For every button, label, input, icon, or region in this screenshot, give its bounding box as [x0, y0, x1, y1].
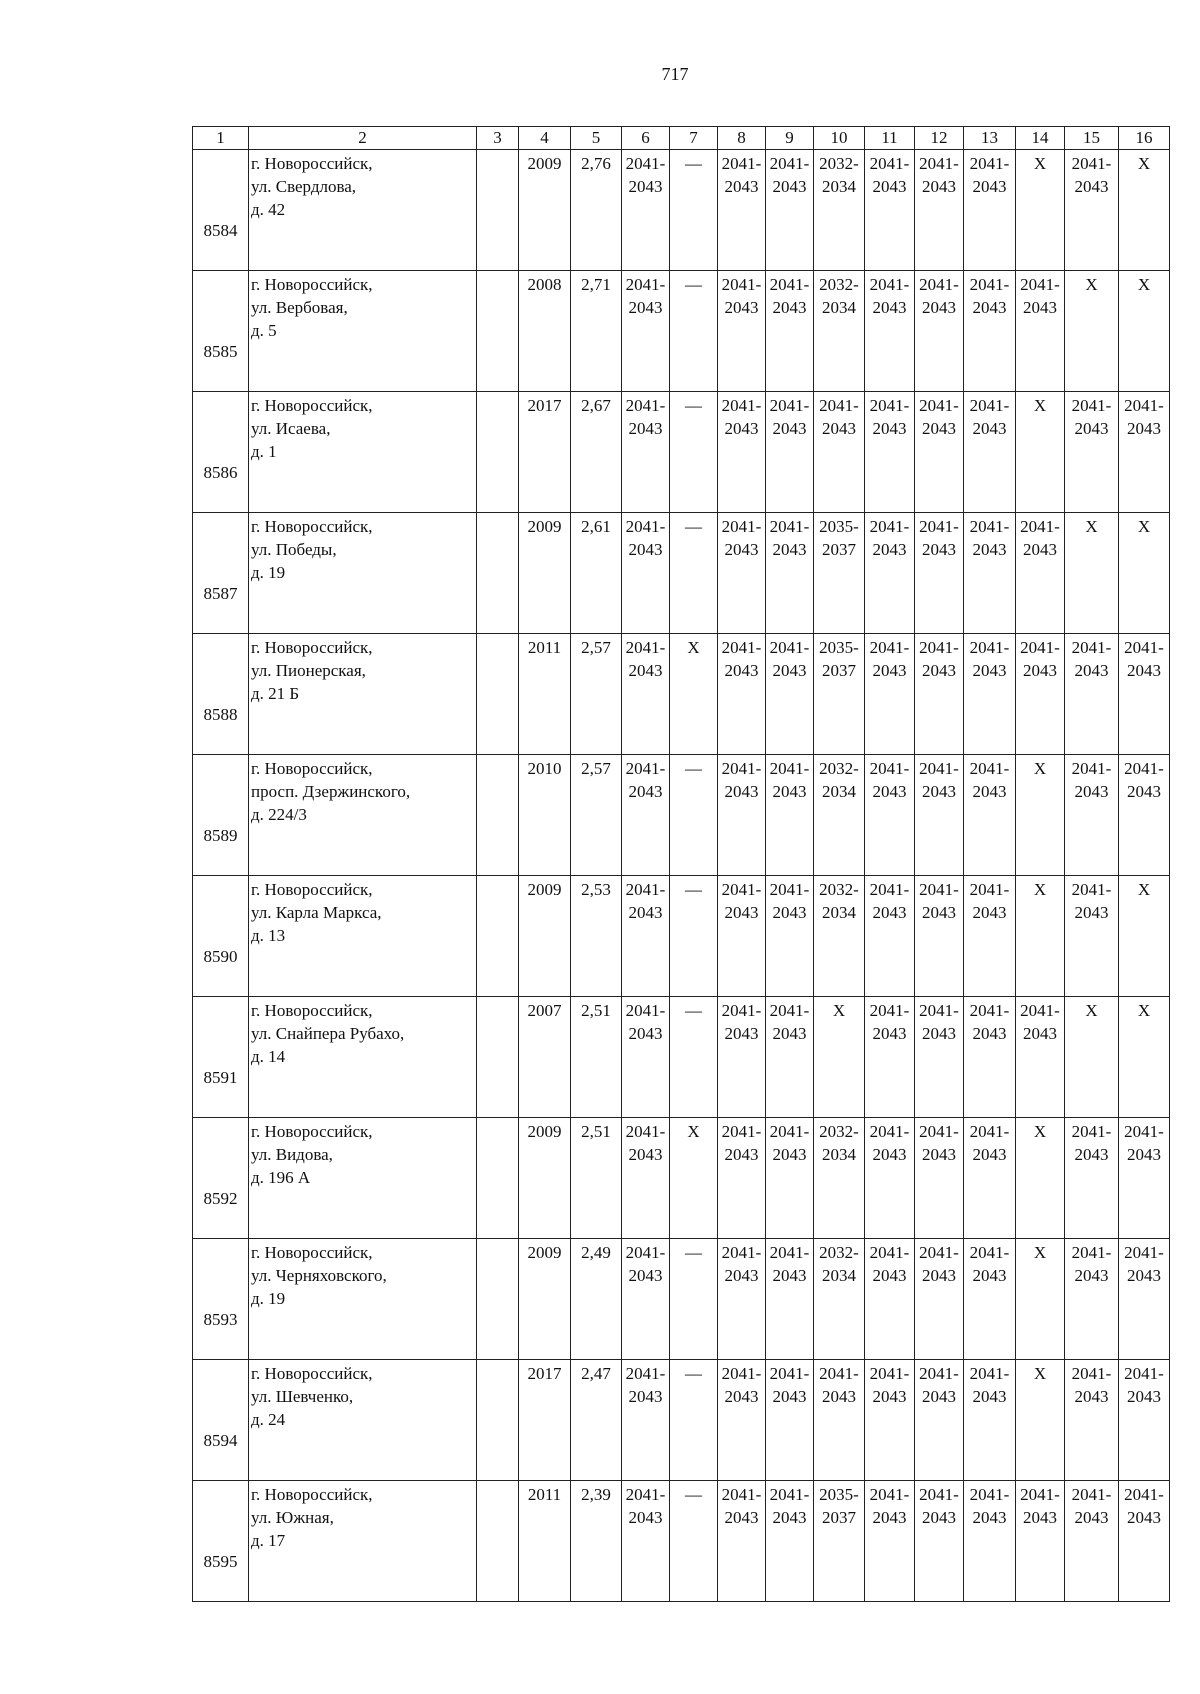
cell-col-10: 2035-2037	[814, 634, 865, 755]
cell-col-7: X	[670, 634, 718, 755]
address-line: г. Новороссийск,	[251, 396, 373, 415]
cell-col-11: 2041-2043	[865, 755, 915, 876]
cell-col-6: 2041-2043	[622, 1481, 670, 1602]
address-cell	[249, 1239, 477, 1360]
col-header: 12	[915, 127, 964, 150]
address-cell	[249, 513, 477, 634]
header-row	[193, 127, 1170, 150]
address-line: д. 5	[251, 321, 277, 340]
cell-col-16: 2041-2043	[1119, 392, 1170, 513]
cell-col-12: 2041-2043	[915, 1481, 964, 1602]
address-line: ул. Свердлова,	[251, 177, 357, 196]
cell-col-16: 2041-2043	[1119, 1118, 1170, 1239]
cell-col-3	[477, 271, 519, 392]
cell-col-16: 2041-2043	[1119, 1360, 1170, 1481]
cell-col-14: 2041-2043	[1016, 634, 1065, 755]
cell-col-13: 2041-2043	[964, 271, 1016, 392]
address-line: д. 224/3	[251, 805, 307, 824]
address-line: г. Новороссийск,	[251, 1485, 373, 1504]
row-number: 8595	[193, 1481, 249, 1602]
cell-col-4: 2017	[519, 1360, 571, 1481]
cell-col-9: 2041-2043	[766, 271, 814, 392]
address-cell	[249, 1360, 477, 1481]
cell-col-15: 2041-2043	[1065, 1239, 1119, 1360]
cell-col-11: 2041-2043	[865, 271, 915, 392]
cell-col-13: 2041-2043	[964, 513, 1016, 634]
cell-col-10: 2035-2037	[814, 513, 865, 634]
cell-col-4: 2011	[519, 634, 571, 755]
cell-col-15: 2041-2043	[1065, 1118, 1119, 1239]
cell-col-16: X	[1119, 997, 1170, 1118]
cell-col-16: X	[1119, 513, 1170, 634]
cell-col-12: 2041-2043	[915, 634, 964, 755]
address-line: г. Новороссийск,	[251, 154, 373, 173]
cell-col-7: —	[670, 1360, 718, 1481]
cell-col-13: 2041-2043	[964, 392, 1016, 513]
cell-col-15: 2041-2043	[1065, 392, 1119, 513]
cell-col-12: 2041-2043	[915, 876, 964, 997]
register-table	[192, 126, 1170, 1602]
cell-col-3	[477, 513, 519, 634]
address-line: ул. Шевченко,	[251, 1387, 354, 1406]
address-line: ул. Снайпера Рубахо,	[251, 1024, 405, 1043]
cell-col-6: 2041-2043	[622, 876, 670, 997]
cell-col-10: 2032-2034	[814, 876, 865, 997]
cell-col-14: X	[1016, 755, 1065, 876]
cell-col-8: 2041-2043	[718, 1239, 766, 1360]
cell-col-4: 2009	[519, 876, 571, 997]
cell-col-12: 2041-2043	[915, 755, 964, 876]
cell-col-6: 2041-2043	[622, 1118, 670, 1239]
row-number: 8585	[193, 271, 249, 392]
address-cell	[249, 1481, 477, 1602]
cell-col-11: 2041-2043	[865, 1239, 915, 1360]
cell-col-11: 2041-2043	[865, 1360, 915, 1481]
cell-col-4: 2009	[519, 150, 571, 271]
cell-col-9: 2041-2043	[766, 755, 814, 876]
address-line: ул. Южная,	[251, 1508, 334, 1527]
cell-col-15: 2041-2043	[1065, 1481, 1119, 1602]
row-number: 8592	[193, 1118, 249, 1239]
address-line: д. 14	[251, 1047, 286, 1066]
address-cell	[249, 1118, 477, 1239]
cell-col-13: 2041-2043	[964, 1360, 1016, 1481]
row-number: 8593	[193, 1239, 249, 1360]
cell-col-14: X	[1016, 876, 1065, 997]
cell-col-3	[477, 1481, 519, 1602]
cell-col-10: 2032-2034	[814, 150, 865, 271]
cell-col-7: X	[670, 1118, 718, 1239]
address-line: г. Новороссийск,	[251, 1243, 373, 1262]
cell-col-15: 2041-2043	[1065, 634, 1119, 755]
cell-col-8: 2041-2043	[718, 997, 766, 1118]
cell-col-9: 2041-2043	[766, 634, 814, 755]
cell-col-5: 2,51	[571, 997, 622, 1118]
row-number: 8591	[193, 997, 249, 1118]
cell-col-5: 2,39	[571, 1481, 622, 1602]
col-header: 2	[249, 127, 477, 150]
cell-col-12: 2041-2043	[915, 392, 964, 513]
cell-col-11: 2041-2043	[865, 392, 915, 513]
col-header: 11	[865, 127, 915, 150]
address-cell	[249, 392, 477, 513]
table-row	[193, 392, 1170, 513]
cell-col-4: 2010	[519, 755, 571, 876]
cell-col-10: 2032-2034	[814, 1118, 865, 1239]
cell-col-6: 2041-2043	[622, 755, 670, 876]
col-header: 7	[670, 127, 718, 150]
cell-col-7: —	[670, 150, 718, 271]
table-row	[193, 1118, 1170, 1239]
cell-col-15: X	[1065, 997, 1119, 1118]
col-header: 4	[519, 127, 571, 150]
cell-col-14: X	[1016, 1118, 1065, 1239]
row-number: 8586	[193, 392, 249, 513]
cell-col-6: 2041-2043	[622, 392, 670, 513]
cell-col-8: 2041-2043	[718, 1360, 766, 1481]
col-header: 15	[1065, 127, 1119, 150]
cell-col-16: 2041-2043	[1119, 1239, 1170, 1360]
cell-col-8: 2041-2043	[718, 1118, 766, 1239]
cell-col-9: 2041-2043	[766, 1239, 814, 1360]
cell-col-5: 2,57	[571, 755, 622, 876]
col-header: 13	[964, 127, 1016, 150]
cell-col-4: 2009	[519, 513, 571, 634]
address-line: д. 1	[251, 442, 277, 461]
address-line: д. 196 А	[251, 1168, 311, 1187]
cell-col-12: 2041-2043	[915, 997, 964, 1118]
cell-col-12: 2041-2043	[915, 1360, 964, 1481]
address-line: г. Новороссийск,	[251, 1122, 373, 1141]
address-line: д. 24	[251, 1410, 286, 1429]
cell-col-15: 2041-2043	[1065, 1360, 1119, 1481]
cell-col-14: 2041-2043	[1016, 513, 1065, 634]
cell-col-7: —	[670, 513, 718, 634]
col-header: 10	[814, 127, 865, 150]
address-line: ул. Исаева,	[251, 419, 331, 438]
cell-col-7: —	[670, 271, 718, 392]
cell-col-12: 2041-2043	[915, 1239, 964, 1360]
cell-col-10: 2032-2034	[814, 1239, 865, 1360]
row-number: 8589	[193, 755, 249, 876]
cell-col-10: 2035-2037	[814, 1481, 865, 1602]
table-row	[193, 150, 1170, 271]
address-cell	[249, 876, 477, 997]
cell-col-5: 2,53	[571, 876, 622, 997]
address-line: д. 19	[251, 563, 286, 582]
cell-col-14: X	[1016, 1360, 1065, 1481]
address-cell	[249, 755, 477, 876]
address-line: г. Новороссийск,	[251, 638, 373, 657]
cell-col-8: 2041-2043	[718, 634, 766, 755]
row-number: 8584	[193, 150, 249, 271]
cell-col-5: 2,61	[571, 513, 622, 634]
cell-col-3	[477, 1239, 519, 1360]
cell-col-16: 2041-2043	[1119, 755, 1170, 876]
table-row	[193, 634, 1170, 755]
cell-col-3	[477, 634, 519, 755]
col-header: 14	[1016, 127, 1065, 150]
address-line: ул. Пионерская,	[251, 661, 366, 680]
cell-col-15: 2041-2043	[1065, 876, 1119, 997]
cell-col-13: 2041-2043	[964, 150, 1016, 271]
cell-col-9: 2041-2043	[766, 876, 814, 997]
table-row	[193, 755, 1170, 876]
address-line: д. 19	[251, 1289, 286, 1308]
cell-col-5: 2,51	[571, 1118, 622, 1239]
address-line: д. 13	[251, 926, 286, 945]
page-number: 717	[661, 64, 689, 84]
cell-col-16: 2041-2043	[1119, 1481, 1170, 1602]
address-line: просп. Дзержинского,	[251, 782, 411, 801]
cell-col-5: 2,47	[571, 1360, 622, 1481]
address-line: г. Новороссийск,	[251, 275, 373, 294]
cell-col-3	[477, 392, 519, 513]
address-line: г. Новороссийск,	[251, 1364, 373, 1383]
cell-col-3	[477, 876, 519, 997]
cell-col-9: 2041-2043	[766, 1118, 814, 1239]
cell-col-11: 2041-2043	[865, 634, 915, 755]
cell-col-14: 2041-2043	[1016, 1481, 1065, 1602]
address-line: г. Новороссийск,	[251, 517, 373, 536]
cell-col-8: 2041-2043	[718, 392, 766, 513]
table-row	[193, 997, 1170, 1118]
cell-col-4: 2017	[519, 392, 571, 513]
cell-col-13: 2041-2043	[964, 1118, 1016, 1239]
col-header: 1	[193, 127, 249, 150]
cell-col-6: 2041-2043	[622, 1360, 670, 1481]
address-line: ул. Черняховского,	[251, 1266, 387, 1285]
cell-col-9: 2041-2043	[766, 1360, 814, 1481]
cell-col-12: 2041-2043	[915, 271, 964, 392]
cell-col-5: 2,67	[571, 392, 622, 513]
col-header: 8	[718, 127, 766, 150]
cell-col-6: 2041-2043	[622, 634, 670, 755]
cell-col-3	[477, 997, 519, 1118]
cell-col-3	[477, 150, 519, 271]
cell-col-8: 2041-2043	[718, 513, 766, 634]
row-number: 8587	[193, 513, 249, 634]
cell-col-3	[477, 755, 519, 876]
cell-col-4: 2009	[519, 1239, 571, 1360]
cell-col-9: 2041-2043	[766, 997, 814, 1118]
cell-col-3	[477, 1360, 519, 1481]
cell-col-7: —	[670, 1481, 718, 1602]
address-cell	[249, 271, 477, 392]
address-line: ул. Карла Маркса,	[251, 903, 382, 922]
cell-col-3	[477, 1118, 519, 1239]
cell-col-9: 2041-2043	[766, 392, 814, 513]
cell-col-4: 2009	[519, 1118, 571, 1239]
cell-col-13: 2041-2043	[964, 755, 1016, 876]
address-line: г. Новороссийск,	[251, 880, 373, 899]
cell-col-16: X	[1119, 150, 1170, 271]
cell-col-8: 2041-2043	[718, 876, 766, 997]
address-cell	[249, 997, 477, 1118]
cell-col-15: X	[1065, 513, 1119, 634]
cell-col-11: 2041-2043	[865, 1118, 915, 1239]
cell-col-13: 2041-2043	[964, 634, 1016, 755]
address-cell	[249, 150, 477, 271]
cell-col-4: 2008	[519, 271, 571, 392]
table-row	[193, 1360, 1170, 1481]
cell-col-5: 2,49	[571, 1239, 622, 1360]
cell-col-12: 2041-2043	[915, 1118, 964, 1239]
cell-col-7: —	[670, 997, 718, 1118]
cell-col-11: 2041-2043	[865, 1481, 915, 1602]
cell-col-13: 2041-2043	[964, 1239, 1016, 1360]
cell-col-4: 2011	[519, 1481, 571, 1602]
cell-col-14: 2041-2043	[1016, 271, 1065, 392]
col-header: 3	[477, 127, 519, 150]
cell-col-5: 2,57	[571, 634, 622, 755]
col-header: 5	[571, 127, 622, 150]
address-line: г. Новороссийск,	[251, 759, 373, 778]
table-row	[193, 876, 1170, 997]
cell-col-10: X	[814, 997, 865, 1118]
cell-col-9: 2041-2043	[766, 150, 814, 271]
row-number: 8588	[193, 634, 249, 755]
cell-col-6: 2041-2043	[622, 1239, 670, 1360]
cell-col-15: 2041-2043	[1065, 150, 1119, 271]
cell-col-5: 2,76	[571, 150, 622, 271]
cell-col-5: 2,71	[571, 271, 622, 392]
cell-col-13: 2041-2043	[964, 876, 1016, 997]
row-number: 8594	[193, 1360, 249, 1481]
cell-col-6: 2041-2043	[622, 513, 670, 634]
col-header: 9	[766, 127, 814, 150]
cell-col-10: 2032-2034	[814, 271, 865, 392]
address-line: г. Новороссийск,	[251, 1001, 373, 1020]
cell-col-14: X	[1016, 150, 1065, 271]
cell-col-7: —	[670, 755, 718, 876]
cell-col-14: X	[1016, 1239, 1065, 1360]
cell-col-8: 2041-2043	[718, 271, 766, 392]
cell-col-13: 2041-2043	[964, 1481, 1016, 1602]
cell-col-9: 2041-2043	[766, 1481, 814, 1602]
table-row	[193, 513, 1170, 634]
table-row	[193, 1239, 1170, 1360]
cell-col-7: —	[670, 1239, 718, 1360]
cell-col-16: X	[1119, 271, 1170, 392]
cell-col-10: 2032-2034	[814, 755, 865, 876]
cell-col-6: 2041-2043	[622, 271, 670, 392]
cell-col-4: 2007	[519, 997, 571, 1118]
cell-col-12: 2041-2043	[915, 513, 964, 634]
col-header: 16	[1119, 127, 1170, 150]
cell-col-16: X	[1119, 876, 1170, 997]
cell-col-14: X	[1016, 392, 1065, 513]
cell-col-11: 2041-2043	[865, 513, 915, 634]
table-body	[193, 150, 1170, 1602]
cell-col-11: 2041-2043	[865, 150, 915, 271]
cell-col-9: 2041-2043	[766, 513, 814, 634]
address-line: д. 21 Б	[251, 684, 300, 703]
cell-col-7: —	[670, 392, 718, 513]
cell-col-8: 2041-2043	[718, 1481, 766, 1602]
cell-col-11: 2041-2043	[865, 876, 915, 997]
address-line: ул. Видова,	[251, 1145, 333, 1164]
cell-col-12: 2041-2043	[915, 150, 964, 271]
address-line: ул. Вербовая,	[251, 298, 348, 317]
table-row	[193, 271, 1170, 392]
col-header: 6	[622, 127, 670, 150]
cell-col-11: 2041-2043	[865, 997, 915, 1118]
cell-col-10: 2041-2043	[814, 392, 865, 513]
cell-col-8: 2041-2043	[718, 150, 766, 271]
cell-col-8: 2041-2043	[718, 755, 766, 876]
cell-col-7: —	[670, 876, 718, 997]
address-cell	[249, 634, 477, 755]
address-line: д. 42	[251, 200, 286, 219]
cell-col-10: 2041-2043	[814, 1360, 865, 1481]
address-line: д. 17	[251, 1531, 286, 1550]
table-row	[193, 1481, 1170, 1602]
row-number: 8590	[193, 876, 249, 997]
cell-col-16: 2041-2043	[1119, 634, 1170, 755]
address-line: ул. Победы,	[251, 540, 337, 559]
cell-col-6: 2041-2043	[622, 997, 670, 1118]
cell-col-13: 2041-2043	[964, 997, 1016, 1118]
cell-col-14: 2041-2043	[1016, 997, 1065, 1118]
cell-col-6: 2041-2043	[622, 150, 670, 271]
cell-col-15: X	[1065, 271, 1119, 392]
cell-col-15: 2041-2043	[1065, 755, 1119, 876]
